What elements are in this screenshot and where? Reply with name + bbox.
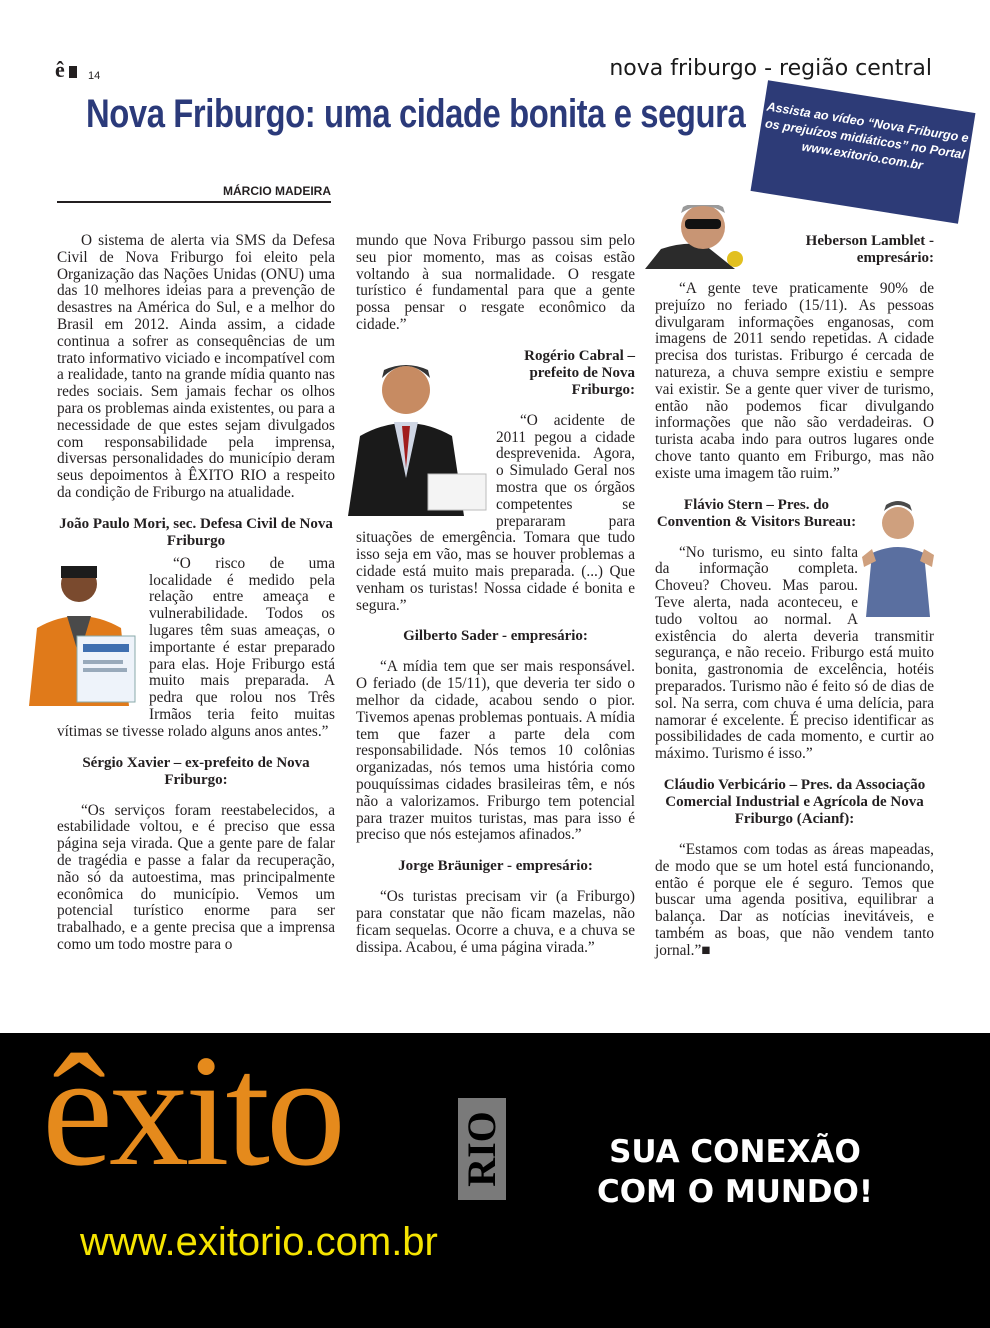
quote-claudio-verbicario: “Estamos com todas as áreas mapeadas, de modo que se um hotel está funcionando, então é porque ele é seguro. Temos que buscar uma agenda positiva, equilibrar a balança. Dar as notícias inevitáveis, e também as boas, que não vendem tanto jornal.”■: [655, 840, 934, 959]
quote-gilberto-sader: “A mídia tem que ser mais responsável. O feriado (de 15/11), que deveria ter sido o melhor da cidade, acabou sendo o pior. Tivemos apenas problemas pontuais. A mídia tem que fazer a parte dela com responsabilidade. Nós temos 10 colônias organizadas, nós temos uma história como pouquíssimas cidades brasileiras têm, e nós não a valorizamos. Friburgo tem potencial para trazer muitos turistas, mas para isso é preciso que nós estejamos afinados.”: [356, 658, 635, 844]
page-number: 14: [88, 70, 101, 82]
svg-text:ê: ê: [55, 58, 65, 82]
column-3: [655, 233, 934, 960]
video-promo-box: Assista ao vídeo “Nova Friburgo e os prejuízos midiáticos” no Portal www.exitorio.com.br: [751, 80, 976, 223]
ad-url[interactable]: www.exitorio.com.br: [80, 1220, 438, 1264]
quote-rogerio-cabral: “O acidente de 2011 pegou a cidade desprevenida. Agora, o Simulado Geral nos mostra que os órgãos competentes se prepararam para situações de emergência. Tomara que tudo isso seja em vão, mas se houver problemas a cidade está muito mais preparada. (...) Que venham os turistas! Nossa cidade é bonita e segura.”: [356, 411, 635, 614]
quote-flavio-stern: “No turismo, eu sinto falta da informação completa. Choveu? Choveu. Mas parou. Teve alerta, nada aconteceu, e tudo voltou ao normal. A existência do alerta deveria transmitir segurança, e não receio. Friburgo está muito bonita, gastronomia de excelência, hotéis preparados. Turismo não é feito só de dias de sol. Na serra, com chuva é uma delícia, para namorar é excelente. É preciso identificar as possibilidades de cada momento, e curtir ao máximo. Turismo é isso.”: [655, 543, 934, 763]
quote-sergio-xavier: “Os serviços foram reestabelecidos, a estabilidade voltou, e é preciso que essa página seja virada. Que a gente pare de falar de tragédia e passe a falar da recuperação, não só da autoestima, mas principalmente econômica do município. Vemos um potencial turístico enorme para ser trabalhado, e a gente precisa que a imprensa como um todo mostre para o: [57, 801, 335, 953]
ad-tagline: [590, 1132, 880, 1212]
author-byline: MÁRCIO MADEIRA: [223, 184, 331, 198]
column-1: [57, 233, 335, 954]
ad-sub-brand: [458, 1098, 506, 1200]
ad-tagline-line-2: COM O MUNDO!: [596, 1174, 874, 1210]
continued-paragraph: mundo que Nova Friburgo passou sim pelo seu pior momento, mas as coisas estão voltando à sua normalidade. O resgate turístico é fundamental para que a gente possa pensar o resgate econômico da cidade.”: [356, 232, 635, 333]
subhead-joao-paulo-mori: João Paulo Mori, sec. Defesa Civil de Nova Friburgo: [59, 515, 333, 549]
subhead-jorge-brauniger: Jorge Bräuniger - empresário:: [398, 858, 593, 875]
magazine-logo-icon: [55, 58, 79, 82]
subhead-claudio-verbicario: Cláudio Verbicário – Pres. da Associação Comercial Industrial e Agrícola de Nova Friburgo (Acianf):: [663, 776, 926, 827]
headline: Nova Friburgo: uma cidade bonita e segura: [86, 92, 746, 136]
photo-joao-paulo-mori: [17, 556, 143, 706]
column-2: [356, 233, 635, 956]
quote-jorge-brauniger: “Os turistas precisam vir (a Friburgo) para constatar que não ficam mazelas, não ficam sequelas. Ocorre a chuva, e a chuva se dissipa. Acabou, é uma página virada.”: [356, 888, 635, 956]
intro-paragraph: O sistema de alerta via SMS da Defesa Civil de Nova Friburgo foi eleito pela Organização das Nações Unidas (ONU) uma das 10 melhores ideias para a prevenção de desastres na América do Sul, e a melhor do Brasil em 2012. Ainda assim, a cidade continua a sofrer as consequências de um trato informativo viciado e incompatível com a realidade, tanto na grande mídia quanto nas redes sociais. Sem jamais fechar os olhos para os problemas ainda existentes, ou para a necessidade de que estes sejam divulgados com responsabilidade pela imprensa, diversas personalidades do município deram seus depoimentos à ÊXITO RIO a respeito da condição de Friburgo na atualidade.: [57, 232, 335, 501]
subhead-sergio-xavier: Sérgio Xavier – ex-prefeito de Nova Friburgo:: [82, 754, 310, 788]
subhead-heberson-lamblet: Heberson Lamblet - empresário:: [805, 233, 934, 266]
quote-joao-paulo-mori: “O risco de uma localidade é medido pela relação entre ameaça e vulnerabilidade. Todos os lugares têm suas ameaças, o importante é estar preparado para elas. Hoje Friburgo está muito mais preparada. A pedra que rolou nos Três Irmãos teria feito muitas vítimas se tivesse rolado alguns anos antes.”: [57, 554, 335, 740]
photo-heberson-lamblet: [645, 205, 755, 269]
quote-heberson-lamblet: “A gente teve praticamente 90% de prejuízo no feriado (15/11). As pessoas divulgaram informações enganosas, com imagens de 2011 sendo repetidas. A cidade precisa dos turistas. Friburgo é cercada de natureza, a chuva sempre existiu e sempre vai existir. Se a gente quer viver de turismo, então não podemos ficar divulgando informações que não são verdadeiras. O turista acaba indo para outros lugares onde chove tanto quanto em Friburgo, mas não existe uma imagem tão ruim.”: [655, 280, 934, 482]
photo-rogerio-cabral: [342, 348, 490, 516]
byline-rule: [57, 201, 331, 203]
ad-tagline-line-1: SUA CONEXÃO: [609, 1134, 861, 1170]
subhead-flavio-stern: Flávio Stern – Pres. do Convention & Visitors Bureau:: [656, 496, 857, 530]
photo-flavio-stern: [862, 497, 934, 617]
ad-sub-brand-text: RIO: [459, 1111, 504, 1187]
subhead-gilberto-sader: Gilberto Sader - empresário:: [403, 628, 588, 645]
subhead-rogerio-cabral: Rogério Cabral – prefeito de Nova Friburgo:: [524, 347, 635, 398]
section-title: nova friburgo - região central: [609, 56, 932, 81]
ad-brand-logo: êxito: [42, 1021, 342, 1199]
